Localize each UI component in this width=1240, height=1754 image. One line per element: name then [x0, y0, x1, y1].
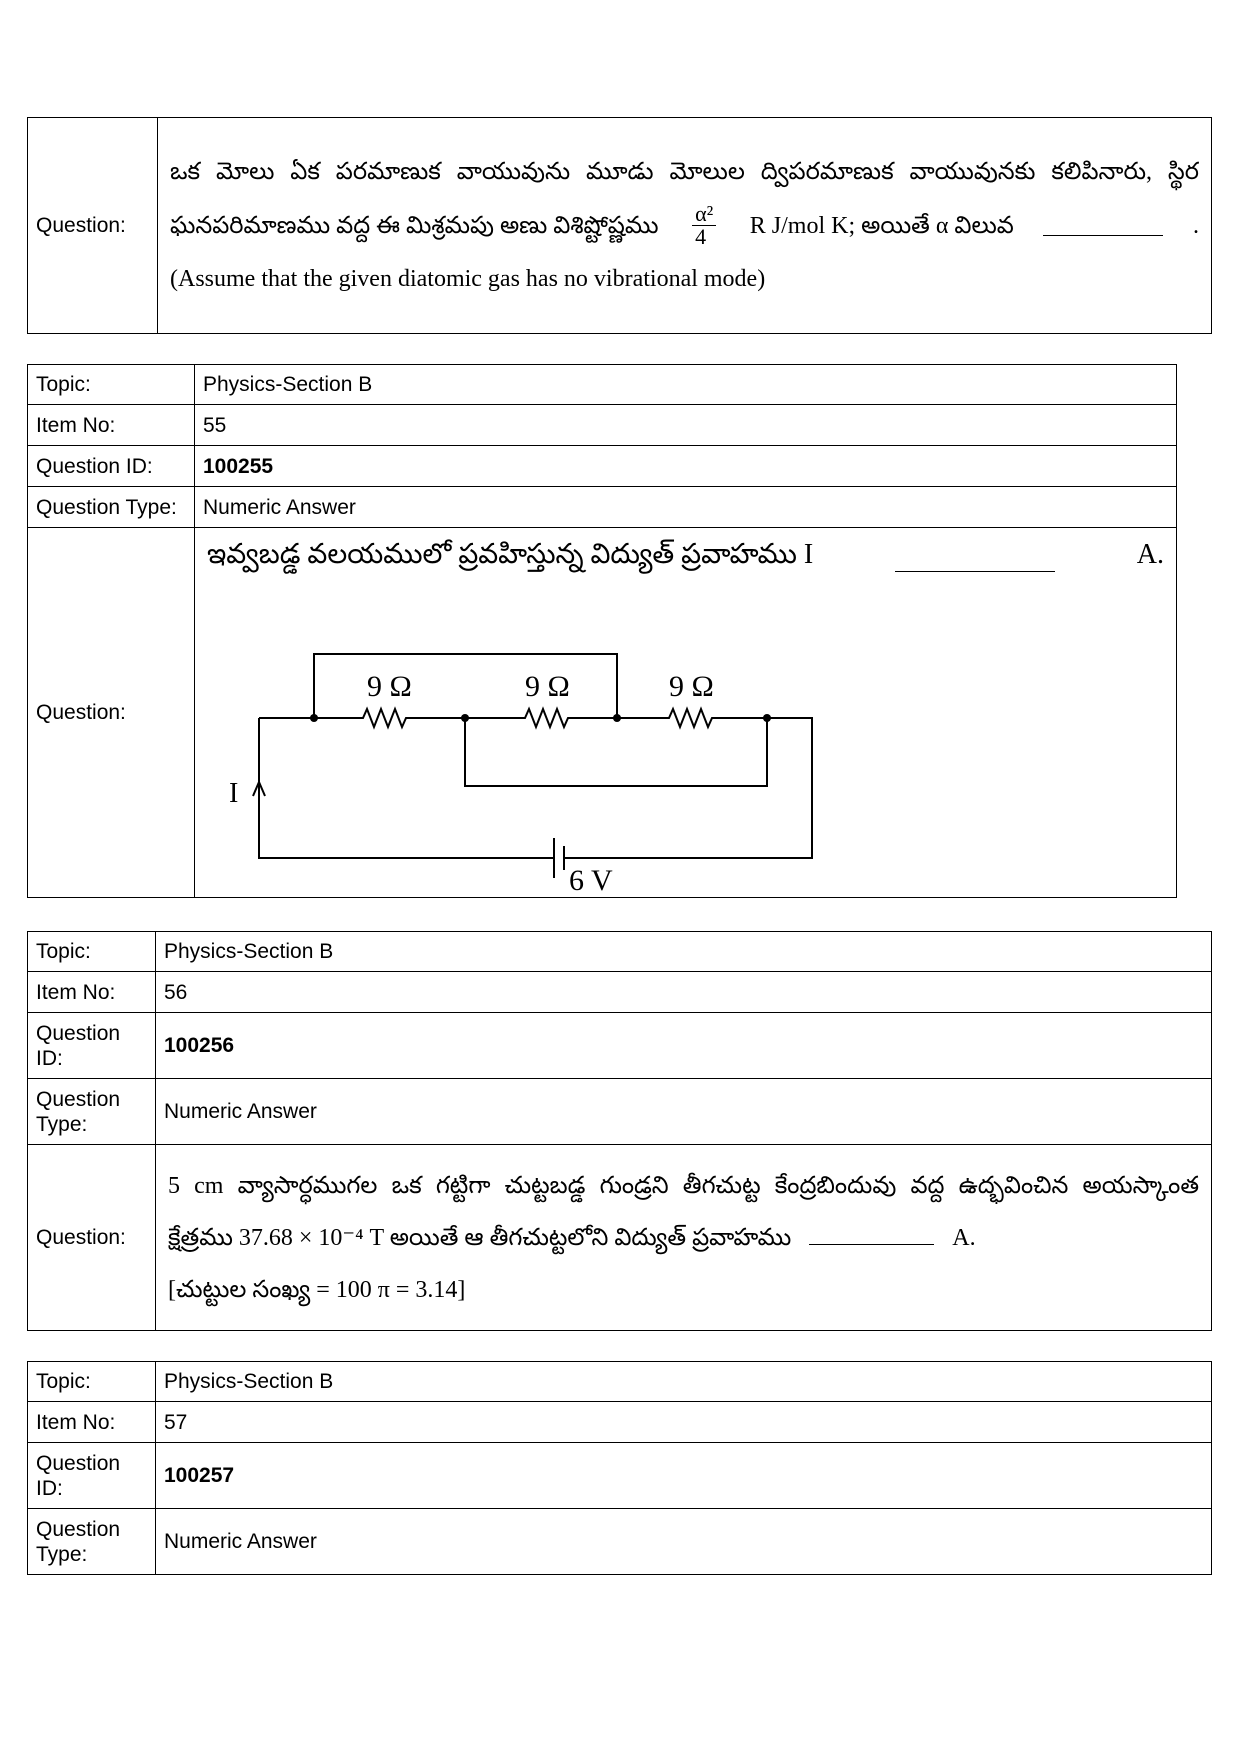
- resistor-2-label: 9 Ω: [525, 670, 570, 703]
- question-line-1: 5 cm వ్యాసార్ధముగల ఒక గట్టిగా చుట్టబడ్డ గుండ్రని తీగచుట్ట కేంద్రబిందువు వద్ద ఉద్భవించిన అయస్కాంత: [168, 1172, 1199, 1199]
- answer-blank: [809, 1224, 934, 1245]
- topic-value: Physics-Section B: [156, 932, 1212, 972]
- question-block-1: [27, 117, 1212, 334]
- question-line-2-end: A.: [952, 1224, 976, 1251]
- question-type-label: Question Type:: [28, 1509, 156, 1575]
- item-no-value: 56: [156, 972, 1212, 1013]
- question-prompt-end: A.: [1136, 539, 1164, 570]
- resistor-1-label: 9 Ω: [367, 670, 412, 703]
- question-prompt: [207, 538, 1164, 572]
- question-content: [158, 118, 1212, 334]
- topic-label: Topic:: [28, 365, 195, 405]
- item-no-label: Item No:: [28, 1402, 156, 1443]
- question-prompt-text: ఇవ్వబడ్డ వలయములో ప్రవహిస్తున్న విద్యుత్ ప్రవాహము I: [207, 539, 814, 570]
- junction-node: [763, 714, 771, 722]
- question-id-label: Question ID:: [28, 446, 195, 487]
- junction-node: [461, 714, 469, 722]
- question-type-label: Question Type:: [28, 487, 195, 528]
- question-content: [195, 528, 1177, 898]
- topic-value: Physics-Section B: [195, 365, 1177, 405]
- item-no-value: 57: [156, 1402, 1212, 1443]
- item-no-label: Item No:: [28, 405, 195, 446]
- question-id-value: 100256: [156, 1013, 1212, 1079]
- question-type-label: Question Type:: [28, 1079, 156, 1145]
- junction-node: [310, 714, 318, 722]
- topic-value: Physics-Section B: [156, 1362, 1212, 1402]
- question-id-value: 100257: [156, 1443, 1212, 1509]
- fraction-numerator: α²: [692, 203, 716, 226]
- question-line-2-units: R J/mol K; అయితే α విలువ: [749, 212, 1014, 239]
- item-no-label: Item No:: [28, 972, 156, 1013]
- question-line-3: [చుట్టుల సంఖ్య = 100 π = 3.14]: [168, 1276, 466, 1303]
- question-type-value: Numeric Answer: [195, 487, 1177, 528]
- circuit-diagram: [207, 576, 887, 897]
- question-content: [156, 1145, 1212, 1331]
- question-label: Question:: [28, 528, 195, 898]
- resistor-3-label: 9 Ω: [669, 670, 714, 703]
- question-line-2-start: క్షేత్రము 37.68 × 10⁻⁴ T అయితే ఆ తీగచుట్టలోని విద్యుత్ ప్రవాహము: [168, 1224, 792, 1251]
- alpha-fraction: [692, 203, 716, 248]
- junction-node: [613, 714, 621, 722]
- question-block-57: [27, 1361, 1212, 1575]
- question-block-55: [27, 364, 1177, 898]
- battery-label: 6 V: [569, 864, 613, 897]
- question-line-1: ఒక మోలు ఏక పరమాణుక వాయువును మూడు మోలుల ద్విపరమాణుక వాయువునకు కలిపినారు, స్థిర: [170, 159, 1199, 185]
- topic-label: Topic:: [28, 932, 156, 972]
- question-line-2-end: .: [1192, 212, 1199, 239]
- fraction-denominator: 4: [695, 224, 707, 249]
- question-id-label: Question ID:: [28, 1443, 156, 1509]
- question-label: Question:: [28, 1145, 156, 1331]
- question-type-value: Numeric Answer: [156, 1509, 1212, 1575]
- question-id-value: 100255: [195, 446, 1177, 487]
- topic-label: Topic:: [28, 1362, 156, 1402]
- question-id-label: Question ID:: [28, 1013, 156, 1079]
- question-label: Question:: [28, 118, 158, 334]
- question-line-2: [168, 1223, 1199, 1253]
- question-block-56: [27, 931, 1212, 1331]
- question-type-value: Numeric Answer: [156, 1079, 1212, 1145]
- answer-blank: [895, 545, 1055, 572]
- question-line-2-start: ఘనపరిమాణము వద్ద ఈ మిశ్రమపు అణు విశిష్టోష్ణము: [170, 212, 659, 239]
- answer-blank: [1043, 215, 1163, 236]
- question-line-3: (Assume that the given diatomic gas has no vibrational mode): [170, 266, 766, 292]
- current-label: I: [229, 778, 239, 809]
- item-no-value: 55: [195, 405, 1177, 446]
- question-line-2: [170, 203, 1199, 248]
